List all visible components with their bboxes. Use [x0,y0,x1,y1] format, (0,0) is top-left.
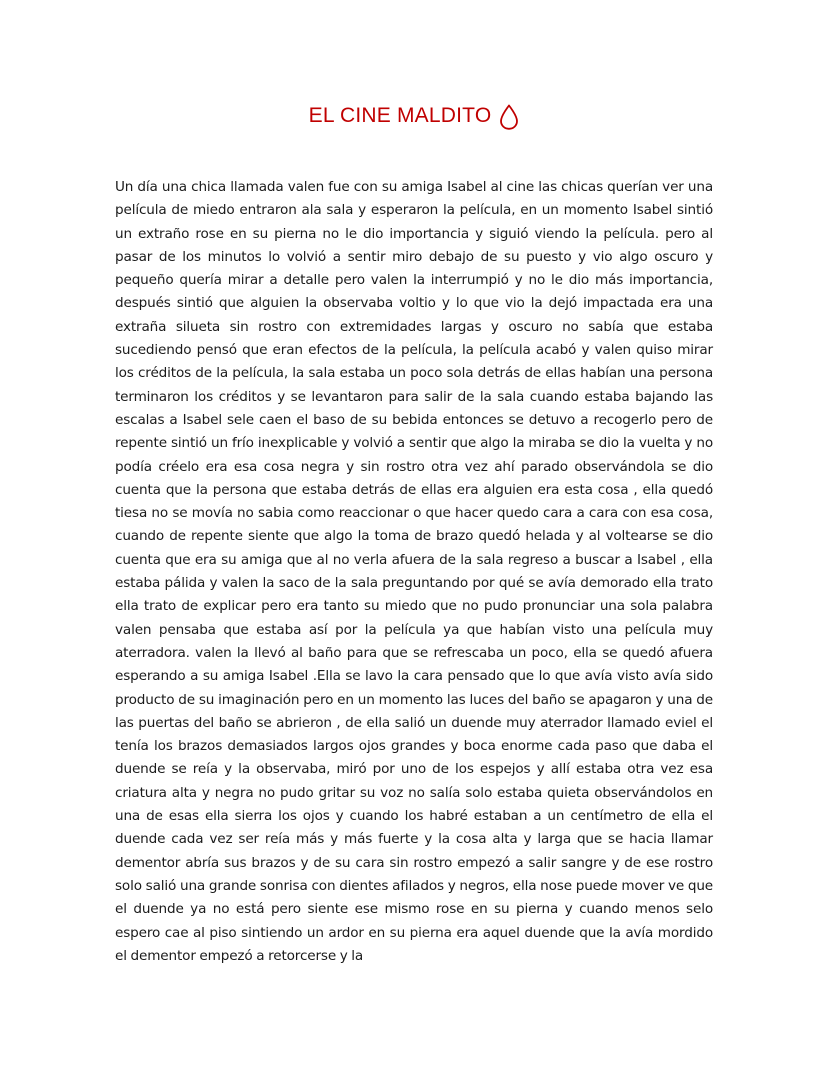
title-row [0,98,828,134]
drop-icon [499,104,519,130]
page-title: EL CINE MALDITO [308,104,492,127]
story-body: Un día una chica llamada valen fue con su amiga Isabel al cine las chicas querían ver una película de miedo entraron ala sala y esperaron la película, en un momento Isabel sintió un extraño rose en su pierna no le dio importancia y siguió viendo la película. pero al pasar de los minutos lo volvió a sentir miro debajo de su puesto y vio algo oscuro y pequeño quería mirar a detalle pero valen la interrumpió y no le dio más importancia, después sintió que alguien la observaba voltio y lo que vio la dejó impactada era una extraña silueta sin rostro con extremidades largas y oscuro no sabía que estaba sucediendo pensó que eran efectos de la película, la película acabó y valen quiso mirar los créditos de la película, la sala estaba un poco sola detrás de ellas habían una persona terminaron los créditos y se levantaron para salir de la sala cuando estaba bajando las escalas a Isabel sele caen el baso de su bebida entonces se detuvo a recogerlo pero de repente sintió un frío inexplicable y volvió a sentir que algo la miraba se dio la vuelta y no podía créelo era esa cosa negra y sin rostro otra vez ahí parado observándola se dio cuenta que la persona que estaba detrás de ellas era alguien era esta cosa , ella quedó tiesa no se movía no sabia como reaccionar o que hacer quedo cara a cara con esa cosa, cuando de repente siente que algo la toma de brazo quedó helada y al voltearse se dio cuenta que era su amiga que al no verla afuera de la sala regreso a buscar a Isabel , ella estaba pálida y valen la saco de la sala preguntando por qué se avía demorado ella trato ella trato de explicar pero era tanto su miedo que no pudo pronunciar una sola palabra valen pensaba que estaba así por la película ya que habían visto una película muy aterradora. valen la llevó al baño para que se refrescaba un poco, ella se quedó afuera esperando a su amiga Isabel .Ella se lavo la cara pensado que lo que avía visto avía sido producto de su imaginación pero en un momento las luces del baño se apagaron y una de las puertas del baño se abrieron , de ella salió un duende muy aterrador llamado eviel el tenía los brazos demasiados largos ojos grandes y boca enorme cada paso que daba el duende se reía y la observaba, miró por uno de los espejos y allí estaba otra vez esa criatura alta y negra no pudo gritar su voz no salía solo estaba quieta observándolos en una de esas ella sierra los ojos y cuando los habré estaban a un centímetro de ella el duende cada vez ser reía más y más fuerte y la cosa alta y larga que se hacia llamar dementor abría sus brazos y de su cara sin rostro empezó a salir sangre y de ese rostro solo salió una grande sonrisa con dientes afilados y negros, ella nose puede mover ve que el duende ya no está pero siente ese mismo rose en su pierna y cuando menos selo espero cae al piso sintiendo un ardor en su pierna era aquel duende que la avía mordido el dementor empezó a retorcerse y la [115,179,713,964]
